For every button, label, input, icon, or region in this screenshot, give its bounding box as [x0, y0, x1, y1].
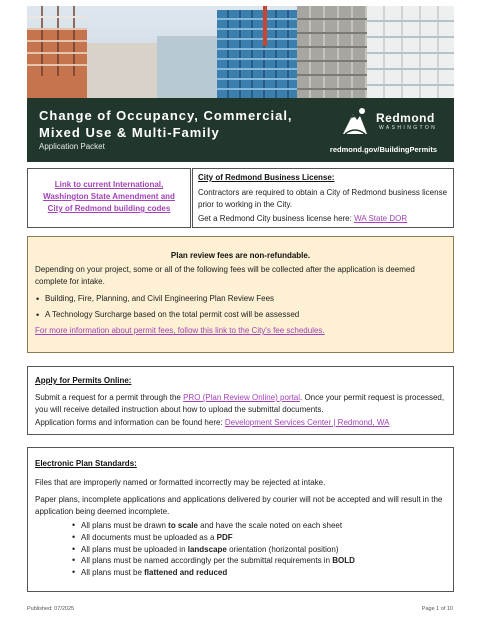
- fee-schedules-link[interactable]: For more information about permit fees, follow this link to the City's fee schedules.: [35, 326, 325, 335]
- header-bar: [27, 98, 454, 162]
- list-item: • All plans must be uploaded in landscape orientation (horizontal position): [72, 544, 446, 556]
- building-shape: [87, 43, 157, 98]
- list-item: • Building, Fire, Planning, and Civil Engineering Plan Review Fees: [35, 293, 446, 305]
- plan-standards-p2: Paper plans, incomplete applications and applications delivered by courier will not be accepted and will result in the application being deemed incomplete.: [35, 495, 443, 516]
- plan-standards-list: [72, 520, 446, 579]
- page-number: Page 1 of 10: [421, 606, 453, 612]
- plan-standards-box: [27, 447, 454, 592]
- fees-intro: Depending on your project, some or all of the following fees will be collected after the application is deemed complete for intake.: [35, 265, 415, 286]
- application-forms-text: [35, 417, 446, 429]
- title-line-1: Change of Occupancy, Commercial,: [39, 108, 293, 123]
- crane: [263, 6, 267, 46]
- business-license-box: [192, 168, 454, 228]
- permits-text-a: Submit a request for a permit through the: [35, 393, 184, 402]
- permits-text-b: . Once your permit request is processed, you will receive detailed instruction about how to upload the submittal documents.: [35, 393, 445, 414]
- title-line-2: Mixed Use & Multi-Family: [39, 125, 220, 140]
- apply-permits-box: [27, 366, 454, 435]
- apply-permits-heading: Apply for Permits Online:: [35, 376, 132, 385]
- website-url[interactable]: redmond.gov/BuildingPermits: [329, 145, 437, 154]
- business-license-text: Contractors are required to obtain a City of Redmond business license prior to working in the City.: [198, 188, 448, 209]
- building-codes-box: [27, 168, 191, 228]
- list-item: • All plans must be flattened and reduced: [72, 567, 446, 579]
- wa-state-dor-link[interactable]: WA State DOR: [354, 214, 408, 223]
- plan-standards-heading: Electronic Plan Standards:: [35, 459, 137, 468]
- building-codes-link[interactable]: Link to current International, Washington State Amendment and City of Redmond building codes: [43, 180, 175, 213]
- apply-permits-text: [35, 392, 446, 416]
- list-item: • All documents must be uploaded as a PDF: [72, 532, 446, 544]
- development-services-link[interactable]: Development Services Center | Redmond, WA: [224, 418, 390, 427]
- business-license-heading: City of Redmond Business License:: [198, 173, 335, 182]
- list-item: • All plans must be drawn to scale and have the scale noted on each sheet: [72, 520, 446, 532]
- list-item: • A Technology Surcharge based on the total permit cost will be assessed: [35, 309, 446, 321]
- pro-portal-link[interactable]: PRO (Plan Review Online) portal: [183, 393, 301, 402]
- fees-list: [35, 293, 446, 321]
- business-license-get: [198, 213, 448, 225]
- get-license-prefix: Get a Redmond City business license here:: [198, 214, 355, 223]
- building-windows: [217, 10, 297, 98]
- building-windows: [27, 6, 87, 76]
- published-date: Published: 07/2025: [27, 606, 75, 612]
- list-item: • All plans must be named accordingly per the submittal requirements in BOLD: [72, 555, 446, 567]
- fees-box: [27, 236, 454, 353]
- fees-heading: Plan review fees are non-refundable.: [170, 251, 311, 260]
- building-shape: [157, 36, 217, 98]
- building-windows: [297, 6, 367, 98]
- logo-subtitle: WASHINGTON: [379, 125, 438, 131]
- redmond-logo-icon: [341, 106, 369, 136]
- page-title: [39, 107, 339, 141]
- logo-name: Redmond: [376, 111, 435, 125]
- page-subtitle: Application Packet: [39, 142, 105, 151]
- banner-photo: [27, 6, 454, 98]
- plan-standards-p1: Files that are improperly named or formatted incorrectly may be rejected at intake.: [35, 478, 326, 487]
- forms-text: Application forms and information can be found here:: [35, 418, 225, 427]
- building-windows: [367, 6, 454, 98]
